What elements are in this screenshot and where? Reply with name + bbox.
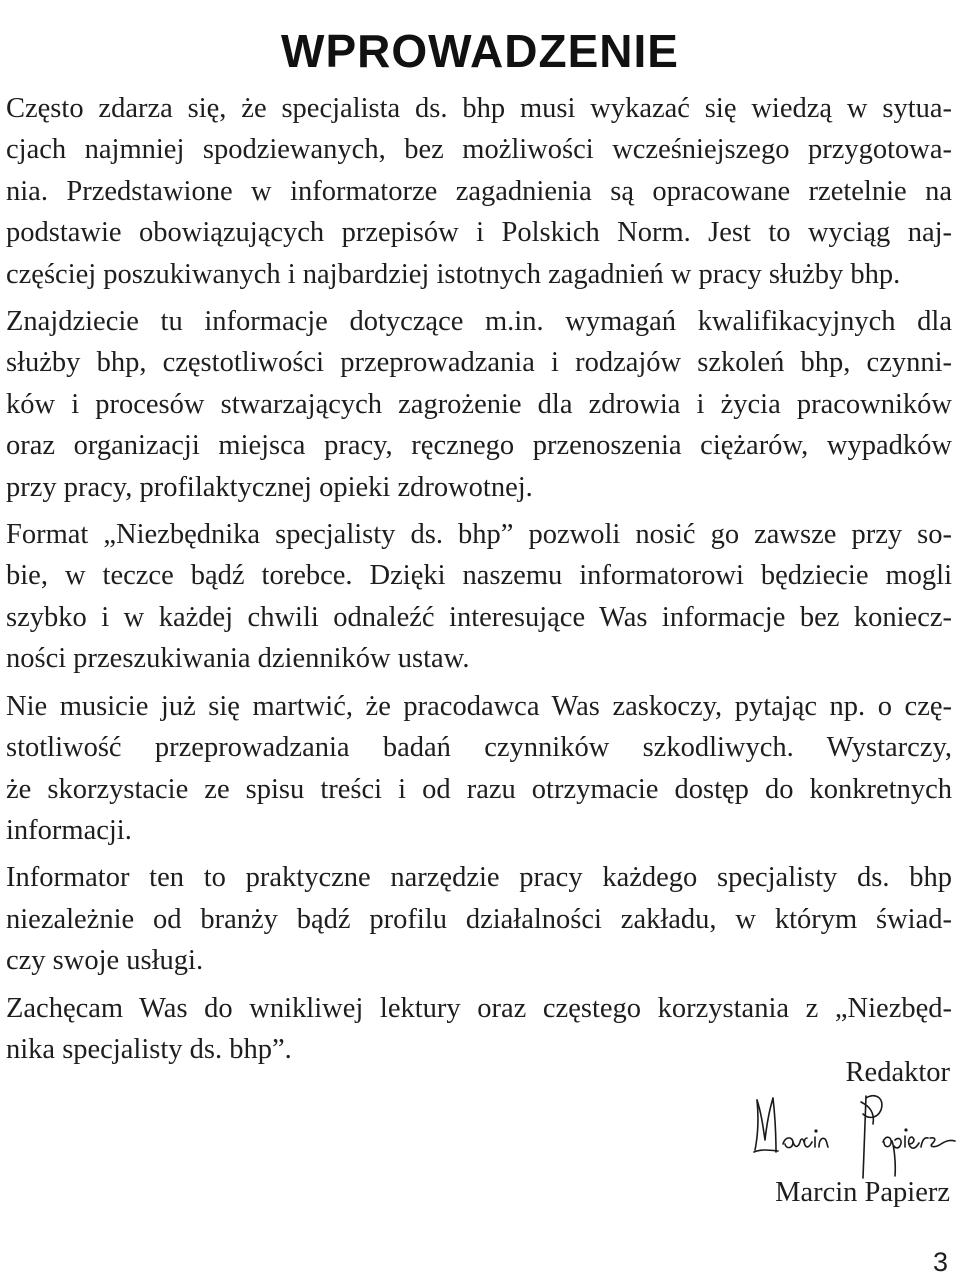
text-line: szybko i w każdej chwili odnaleźć interesujące Was informacje bez koniecz- — [6, 601, 952, 633]
text-line: bie, w teczce bądź torebce. Dzięki naszemu informatorowi będziecie mogli — [6, 560, 952, 592]
text-line: ków i procesów stwarzających zagrożenie dla zdrowia i życia pracowników — [6, 388, 952, 420]
signature-name: Marcin Papierz — [775, 1177, 950, 1208]
text-line: niezależnie od branży bądź profilu działalności zakładu, w którym świad- — [6, 903, 952, 935]
paragraph-1 — [6, 88, 952, 295]
text-line: ności przeszukiwania dzienników ustaw. — [6, 643, 470, 675]
signature-role: Redaktor — [845, 1057, 950, 1088]
paragraph-6 — [6, 988, 952, 1071]
text-line: czy swoje usługi. — [6, 945, 204, 977]
page-title: WPROWADZENIE — [281, 24, 679, 77]
paragraph-3 — [6, 514, 952, 680]
text-line: Informator ten to praktyczne narzędzie pracy każdego specjalisty ds. bhp — [6, 862, 952, 894]
page-number: 3 — [932, 1247, 948, 1277]
text-line: przy pracy, profilaktycznej opieki zdrowotnej. — [6, 471, 533, 503]
text-line: oraz organizacji miejsca pracy, ręcznego przenoszenia ciężarów, wypadków — [6, 430, 952, 462]
handwritten-signature — [745, 1092, 960, 1184]
paragraph-2 — [6, 301, 952, 508]
paragraph-4 — [6, 686, 952, 852]
text-line: Zachęcam Was do wnikliwej lektury oraz częstego korzystania z „Niezbęd- — [6, 992, 952, 1024]
text-line: informacji. — [6, 814, 132, 846]
text-line: Format „Niezbędnika specjalisty ds. bhp” pozwoli nosić go zawsze przy so- — [6, 519, 952, 551]
text-line: służby bhp, częstotliwości przeprowadzania i rodzajów szkoleń bhp, czynni- — [6, 347, 952, 379]
text-line: Często zdarza się, że specjalista ds. bhp musi wykazać się wiedzą w sytua- — [6, 93, 952, 124]
text-line: nia. Przedstawione w informatorze zagadnienia są opracowane rzetelnie na — [6, 175, 952, 207]
text-line: że skorzystacie ze spisu treści i od razu otrzymacie dostęp do konkretnych — [6, 773, 952, 805]
text-line: stotliwość przeprowadzania badań czynników szkodliwych. Wystarczy, — [6, 732, 952, 764]
paragraph-5 — [6, 857, 952, 981]
text-line: cjach najmniej spodziewanych, bez możliwości wcześniejszego przygotowa- — [6, 134, 952, 166]
text-line: podstawie obowiązujących przepisów i Polskich Norm. Jest to wyciąg naj- — [6, 217, 952, 249]
text-line: częściej poszukiwanych i najbardziej istotnych zagadnień w pracy służby bhp. — [6, 258, 901, 290]
text-line: Znajdziecie tu informacje dotyczące m.in. wymagań kwalifikacyjnych dla — [6, 306, 952, 338]
text-line: Nie musicie już się martwić, że pracodawca Was zaskoczy, pytając np. o czę- — [6, 690, 952, 722]
body-text — [6, 88, 952, 1070]
text-line: nika specjalisty ds. bhp”. — [6, 1033, 292, 1065]
